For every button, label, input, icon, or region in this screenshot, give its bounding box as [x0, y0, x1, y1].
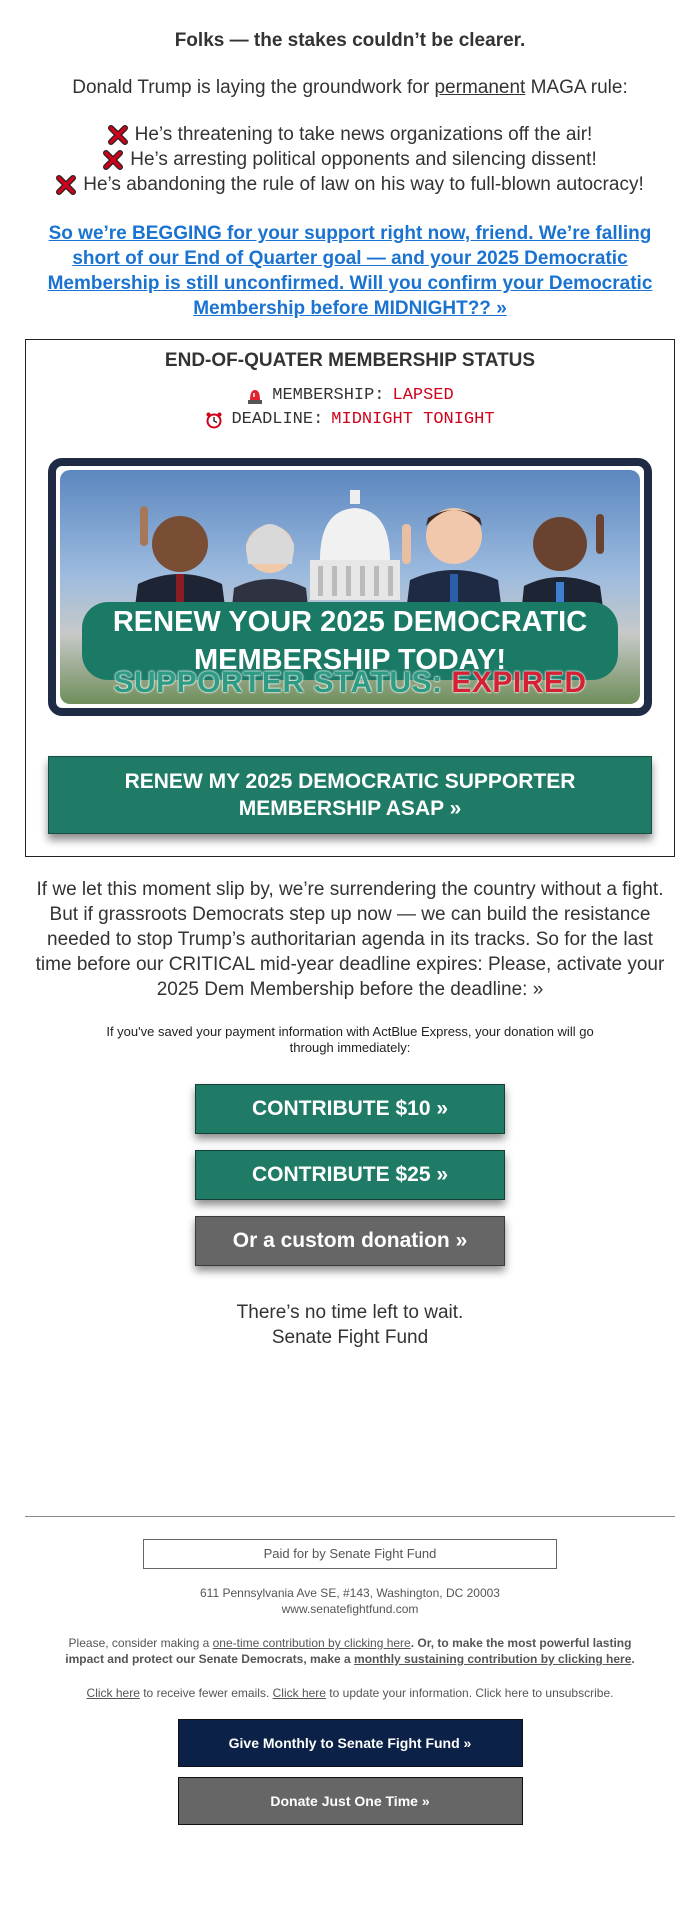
- red-x-icon: [108, 125, 128, 145]
- red-x-icon: [56, 175, 76, 195]
- custom-donation-button[interactable]: Or a custom donation »: [195, 1216, 505, 1266]
- contribute-25-button[interactable]: CONTRIBUTE $25 »: [195, 1150, 505, 1200]
- footer-buttons: [25, 1719, 675, 1825]
- threat-item: [25, 147, 675, 172]
- membership-value: LAPSED: [392, 386, 454, 405]
- renew-button-line-1: RENEW MY 2025 DEMOCRATIC SUPPORTER: [124, 770, 576, 793]
- membership-status-line: [46, 384, 654, 408]
- give-monthly-button[interactable]: Give Monthly to Senate Fight Fund »: [178, 1719, 523, 1767]
- intro-line-before: Donald Trump is laying the groundwork for: [72, 77, 435, 98]
- membership-label: MEMBERSHIP:: [272, 386, 385, 405]
- update-info-text: to update your information. Click here to unsubscribe.: [325, 1686, 614, 1700]
- banner-photo: [60, 470, 640, 704]
- banner-line-1: RENEW YOUR 2025 DEMOCRATIC: [112, 606, 588, 638]
- deadline-status-line: [46, 408, 654, 432]
- membership-status-box: [25, 339, 675, 857]
- threat-item: [25, 172, 675, 197]
- closing-line: There’s no time left to wait.: [236, 1302, 464, 1323]
- footer-address: [25, 1585, 675, 1617]
- appeal-prefix: Please, consider making a: [68, 1636, 213, 1650]
- fewer-emails-link[interactable]: Click here: [86, 1686, 140, 1700]
- monthly-contribution-link[interactable]: monthly sustaining contribution by clicking here: [354, 1652, 632, 1666]
- fewer-emails-text: to receive fewer emails.: [139, 1686, 273, 1700]
- intro-line-underlined: permanent: [434, 77, 526, 98]
- email-preferences: [25, 1685, 675, 1701]
- contribution-appeal: [65, 1635, 635, 1667]
- website-text: www.senatefightfund.com: [281, 1602, 419, 1616]
- appeal-middle: . Or, to make the most powerful lasting impact and protect our Senate Democrats, make a: [65, 1636, 632, 1666]
- contribute-10-button[interactable]: CONTRIBUTE $10 »: [195, 1084, 505, 1134]
- donation-buttons: [25, 1084, 675, 1266]
- confirm-membership-link[interactable]: So we’re BEGGING for your support right now, friend. We’re falling short of our End of Quarter goal — and your 2025 Democratic Membership is still unconfirmed. Will you confirm your Democratic Membership before MIDNIGHT?? »: [47, 223, 653, 319]
- supporter-status: [60, 666, 640, 700]
- footer-divider: [25, 1516, 675, 1517]
- supporter-label: SUPPORTER STATUS:: [113, 666, 452, 699]
- intro-headline: Folks — the stakes couldn’t be clearer.: [174, 30, 526, 51]
- renew-banner-image[interactable]: [48, 458, 652, 716]
- paid-for-box: Paid for by Senate Fight Fund: [143, 1539, 557, 1569]
- status-title: END-OF-QUATER MEMBERSHIP STATUS: [164, 350, 536, 371]
- threat-text: He’s arresting political opponents and silencing dissent!: [130, 149, 597, 170]
- renew-button-line-2: MEMBERSHIP ASAP »: [238, 797, 462, 820]
- signature: Senate Fight Fund: [271, 1327, 429, 1348]
- threat-text: He’s abandoning the rule of law on his way to full-blown autocracy!: [83, 174, 644, 195]
- alarm-clock-icon: [205, 411, 223, 429]
- update-info-link[interactable]: Click here: [272, 1686, 326, 1700]
- renew-membership-button[interactable]: [48, 756, 652, 834]
- threat-list: [25, 122, 675, 197]
- siren-icon: [246, 387, 264, 405]
- address-text: 611 Pennsylvania Ave SE, #143, Washington, DC 20003: [200, 1586, 500, 1600]
- banner-line-2: MEMBERSHIP TODAY!: [193, 644, 507, 676]
- red-x-icon: [103, 150, 123, 170]
- supporter-value: EXPIRED: [451, 666, 587, 699]
- appeal-paragraph: If we let this moment slip by, we’re surrendering the country without a fight. But if grassroots Democrats step up now — we can build the resistance needed to stop Trump’s authoritarian agenda in its tracks. So for the last time before our CRITICAL mid-year deadline expires: Please, activate your 2025 Dem Membership before the deadline: »: [35, 879, 665, 1000]
- one-time-contribution-link[interactable]: one-time contribution by clicking here: [212, 1636, 411, 1650]
- deadline-value: MIDNIGHT TONIGHT: [331, 410, 495, 429]
- appeal-end: .: [631, 1652, 635, 1666]
- intro-line: [25, 75, 675, 100]
- threat-item: [25, 122, 675, 147]
- threat-text: He’s threatening to take news organizations off the air!: [134, 124, 593, 145]
- actblue-express-note: If you've saved your payment information with ActBlue Express, your donation will go through immediately:: [106, 1024, 594, 1055]
- deadline-label: DEADLINE:: [231, 410, 324, 429]
- donate-once-button[interactable]: Donate Just One Time »: [178, 1777, 523, 1825]
- intro-line-after: MAGA rule:: [525, 77, 628, 98]
- footer: [0, 1539, 700, 1825]
